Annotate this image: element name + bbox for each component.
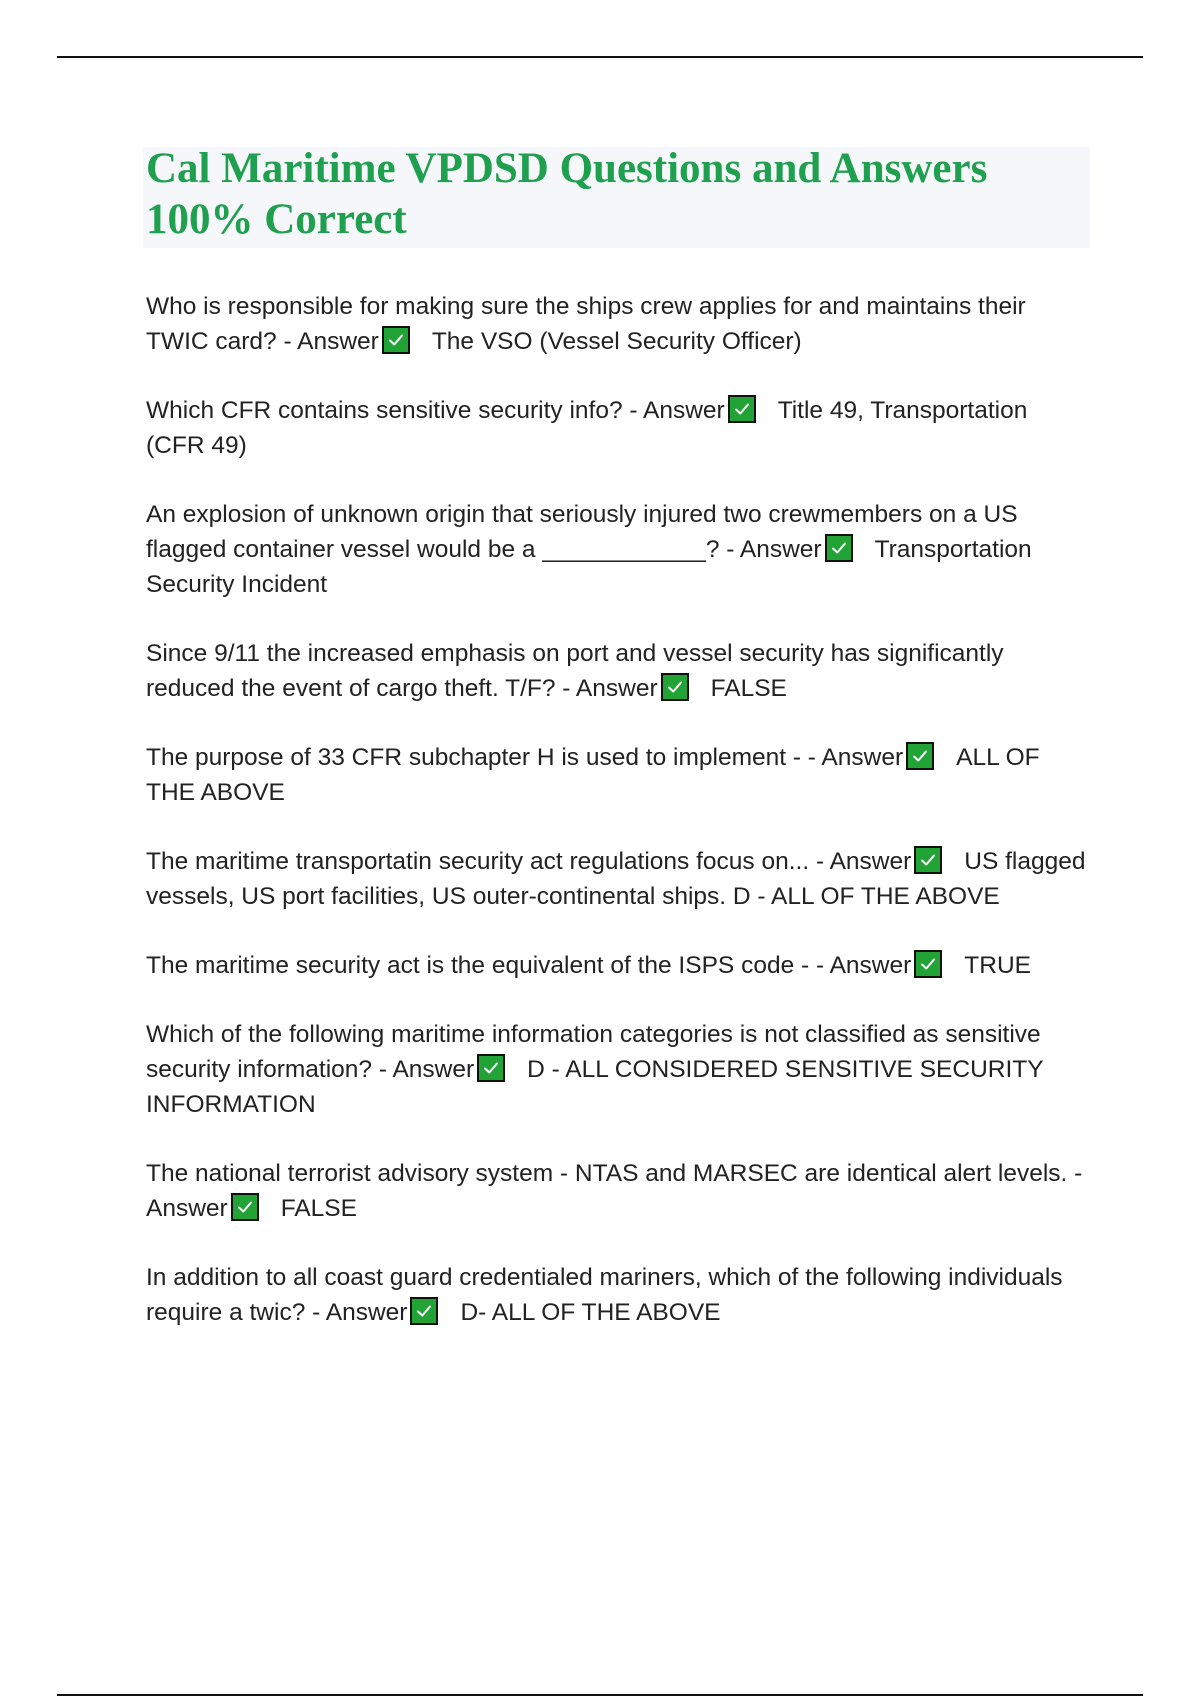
- answer-text: ALL OF THE ABOVE: [146, 744, 1040, 806]
- qa-item: [146, 289, 1086, 359]
- question-text: The maritime security act is the equivalent of the ISPS code - - Answer: [146, 952, 912, 979]
- question-text: Since 9/11 the increased emphasis on port and vessel security has significantly reduced the event of cargo theft. T/F? - Answer: [146, 640, 1004, 702]
- check-box-icon: [825, 534, 853, 562]
- question-text: The national terrorist advisory system - NTAS and MARSEC are identical alert levels. - Answer: [146, 1160, 1083, 1222]
- check-box-icon: [906, 742, 934, 770]
- qa-item: [146, 948, 1086, 983]
- document-title: Cal Maritime VPDSD Questions and Answers 100% Correct: [146, 145, 988, 243]
- qa-item: [146, 497, 1086, 602]
- bottom-rule: [57, 1694, 1143, 1696]
- check-box-icon: [477, 1054, 505, 1082]
- check-box-icon: [914, 846, 942, 874]
- answer-text: FALSE: [280, 1195, 357, 1222]
- qa-item: [146, 1260, 1086, 1330]
- question-text: The maritime transportatin security act regulations focus on... - Answer: [146, 848, 912, 875]
- answer-text: The VSO (Vessel Security Officer): [431, 328, 802, 355]
- question-text: Which of the following maritime information categories is not classified as sensitive security information? - Answer: [146, 1021, 1041, 1083]
- check-box-icon: [728, 395, 756, 423]
- question-text: An explosion of unknown origin that seriously injured two crewmembers on a US flagged container vessel would be a ____________? - Answer: [146, 501, 1018, 563]
- answer-text: Transportation Security Incident: [146, 536, 1032, 598]
- answer-text: TRUE: [964, 952, 1031, 979]
- qa-item: [146, 1156, 1086, 1226]
- qa-item: [146, 1017, 1086, 1122]
- question-text: Which CFR contains sensitive security info? - Answer: [146, 397, 725, 424]
- answer-text: FALSE: [710, 675, 787, 702]
- qa-item: [146, 393, 1086, 463]
- answer-text: US flagged vessels, US port facilities, US outer-continental ships. D - ALL OF THE ABOVE: [146, 848, 1086, 910]
- answer-text: Title 49, Transportation (CFR 49): [146, 397, 1028, 459]
- qa-list: [146, 289, 1086, 1364]
- check-box-icon: [382, 326, 410, 354]
- check-box-icon: [914, 950, 942, 978]
- question-text: In addition to all coast guard credentialed mariners, which of the following individuals require a twic? - Answer: [146, 1264, 1063, 1326]
- check-box-icon: [231, 1193, 259, 1221]
- qa-item: [146, 740, 1086, 810]
- question-text: Who is responsible for making sure the ships crew applies for and maintains their TWIC card? - Answer: [146, 293, 1026, 355]
- qa-item: [146, 636, 1086, 706]
- check-box-icon: [410, 1297, 438, 1325]
- answer-text: D- ALL OF THE ABOVE: [460, 1299, 721, 1326]
- top-rule: [57, 56, 1143, 58]
- check-box-icon: [661, 673, 689, 701]
- qa-item: [146, 844, 1086, 914]
- question-text: The purpose of 33 CFR subchapter H is used to implement - - Answer: [146, 744, 904, 771]
- answer-text: D - ALL CONSIDERED SENSITIVE SECURITY INFORMATION: [146, 1056, 1044, 1118]
